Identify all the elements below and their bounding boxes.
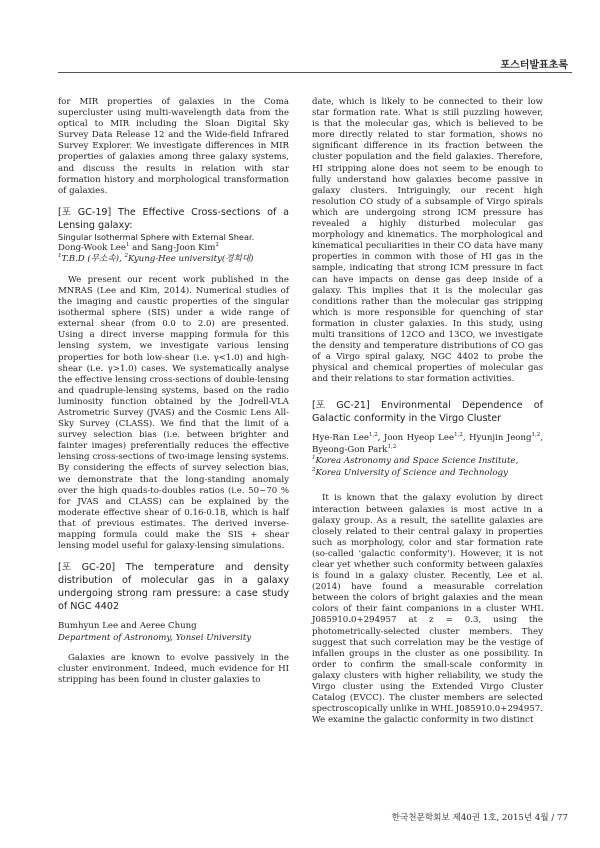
gc19-abstract: We present our recent work published in the MNRAS (Lee and Kim, 2014). Numerical studies of the imaging and caustic properties of the singular isothermal sphere (SIS) under a wide range of external shear (from 0.0 to 2.0) are presented. Using a direct inverse mapping formula for this lensing system, we investigate various lensing properties for both low-shear (i.e. γ<1.0) and high-shear (i.e. γ>1.0) cases. We systematically analyse the effective lensing cross-sections of double-lensing and quadruple-lensing systems, based on the radio luminosity function obtained by the Jodrell-VLA Astrometric Survey (JVAS) and the Cosmic Lens All-Sky Survey (CLASS). We find that the limit of a survey selection bias (i.e. between brighter and fainter images) preferentially reduces the effective lensing cross-sections of two-image lensing systems. By considering the effects of survey selection bias, we demonstrate that the long-standing anomaly over the high quads-to-doubles ratios (i.e. 50~70 % for JVAS and CLASS) can be explained by the moderate effective shear of 0.16-0.18, which is half that of previous estimates. The derived inverse-mapping formula could make the SIS + shear lensing model useful for galaxy-lensing simulations. [58, 274, 289, 552]
page-footer: 한국천문학회보 제40권 1호, 2015년 4월 / 77 [391, 813, 568, 823]
gc19-authors: Dong-Wook Lee$^1$ and Sang-Joon Kim$^2$ [58, 241, 219, 253]
gc21-abstract: It is known that the galaxy evolution by direct interaction between galaxies is most active in a galaxy group. As a result, the satellite galaxies are closely related to their central galaxy in properties such as morphology, color and star formation rate (so-called 'galactic conformity'). However, it is not clear yet whether such conformity between galaxies is found in a galaxy cluster. Recently, Lee et al. (2014) have found a measurable correlation between the colors of bright galaxies and the mean colors of their faint companions in a cluster WHL J085910.0+294957 at z = 0.3, using the photometrically-selected cluster members. They suggest that such correlation may be the vestige of infallen groups in the cluster as one possibility. In order to confirm the small-scale conformity in galaxy clusters with higher reliability, we study the Virgo cluster using the Extended Virgo Cluster Catalog (EVCC). The cluster members are selected spectroscopically unlike in WHL J085910.0+294957. We examine the galactic conformity in two distinct [312, 493, 543, 726]
gc20-title: [포 GC-20] The temperature and density distribution of molecular gas in a galaxy undergoing strong ram pressure: a case study of NGC 4402 [58, 562, 289, 613]
abstract-gc19 [58, 206, 289, 552]
header-rule [58, 72, 572, 73]
abstract-gc20 [58, 561, 289, 686]
gc20-authors: Bumhyun Lee and Aeree Chung [58, 621, 197, 632]
gc20-affiliation: Department of Astronomy, Yonsei University [58, 632, 252, 643]
gc19-title: [포 GC-19] The Effective Cross-sections of a Lensing galaxy: [58, 206, 289, 231]
gc21-title: [포 GC-21] Environmental Dependence of Galactic conformity in the Virgo Cluster [312, 400, 543, 425]
gc20-abstract-continuation: date, which is likely to be connected to their low star formation rate. What is still puzzling however, is that the molecular gas, which is believed to be more directly related to star formation, shows no significant difference in its fraction between the cluster population and the field galaxies. Therefore, HI stripping alone does not seem to be enough to fully understand how galaxies become passive in galaxy clusters. Intriguingly, our recent high resolution CO study of a subsample of Virgo spirals which are undergoing strong ICM pressure has revealed a highly disturbed molecular gas morphology and kinematics. The morphological and kinematical peculiarities in their CO data have many properties in common with those of HI gas in the sample, indicating that strong ICM pressure in fact can have impacts on dense gas deep inside of a galaxy. This implies that it is the molecular gas conditions rather than the molecular gas stripping which is more responsible for quenching of star formation in cluster galaxies. In this study, using multi transitions of 12CO and 13CO, we investigate the density and temperature distributions of CO gas of a Virgo spiral galaxy, NGC 4402 to probe the physical and chemical properties of molecular gas and their relations to star formation activities. [312, 97, 543, 385]
left-column [58, 97, 289, 686]
previous-abstract-continuation: for MIR properties of galaxies in the Coma supercluster using multi-wavelength data from the optical to MIR including the Sloan Digital Sky Survey Data Release 12 and the Wide-field Infrared Survey Explorer. We investigate differences in MIR properties of galaxies among three galaxy systems, and discuss the results in relation with star formation history and morphological transformation of galaxies. [58, 97, 289, 196]
gc19-affiliation: $^1$T.B.D (무소속), $^2$Kyung-Hee university(경희대) [58, 253, 254, 265]
gc21-affiliation-2: $^2$Korea University of Science and Technology [312, 467, 508, 478]
gc20-abstract: Galaxies are known to evolve passively in the cluster environment. Indeed, much evidence for HI stripping has been found in cluster galaxies to [58, 653, 289, 686]
gc19-subtitle: Singular Isothermal Sphere with External Shear. [58, 231, 255, 242]
gc21-affiliation-1: $^1$Korea Astronomy and Space Science Institute, [312, 455, 519, 467]
gc21-authors: Hye-Ran Lee$^{1,2}$, Joon Hyeop Lee$^{1,2}$, Hyunjin Jeong$^{1,2}$, Byeong-Gon Park$^{1,2}$ [312, 432, 544, 455]
running-header: 포스터발표초록 [500, 60, 568, 71]
abstract-gc21 [312, 399, 543, 726]
right-column [312, 97, 543, 726]
